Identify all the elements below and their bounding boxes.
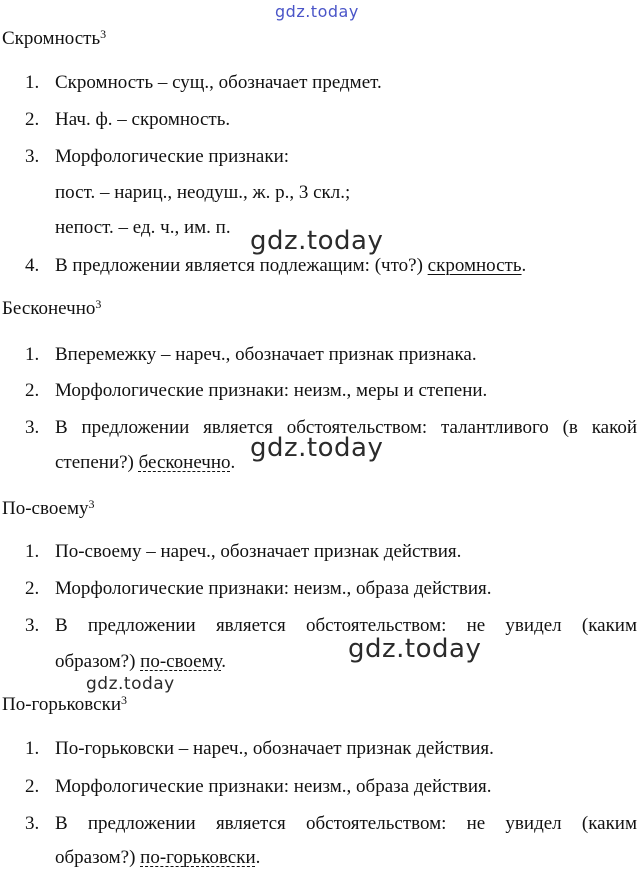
list-item (25, 72, 382, 94)
item-number: 3. (25, 146, 40, 167)
item-text: По-своему – нареч., обозначает признак действия. (55, 541, 462, 562)
item-end: . (230, 452, 236, 473)
watermark-top: gdz.today (275, 2, 359, 21)
list-item (25, 578, 491, 600)
list-item (25, 813, 637, 835)
footnote-mark: 3 (95, 297, 102, 311)
item-number: 2. (25, 578, 40, 599)
heading-beskonechno (2, 298, 101, 320)
item-number: 2. (25, 380, 40, 401)
item-text: Морфологические признаки: (55, 146, 290, 167)
item-text: Морфологические признаки: неизм., меры и степени. (55, 380, 488, 401)
list-item (25, 541, 461, 563)
heading-po-svoemu (2, 498, 95, 520)
item-text: образом?) (55, 651, 141, 672)
item-continuation (55, 651, 226, 673)
item-text: Нач. ф. – скромность. (55, 109, 231, 130)
item-end: . (521, 255, 527, 276)
heading-text: Бесконечно (2, 298, 96, 319)
list-item (25, 344, 477, 366)
watermark: gdz.today (86, 674, 175, 694)
item-number: 2. (25, 109, 40, 130)
heading-text: По-горьковски (2, 694, 121, 715)
item-number: 3. (25, 813, 40, 834)
watermark: gdz.today (250, 433, 384, 463)
list-item (25, 380, 487, 402)
heading-text: Скромность (2, 28, 101, 49)
footnote-mark: 3 (88, 497, 95, 511)
item-text: По-горьковски – нареч., обозначает признак действия. (55, 738, 494, 759)
item-text: степени?) (55, 452, 139, 473)
item-text: В предложении является подлежащим: (что?) (55, 255, 428, 276)
underlined-word: по-горьковски (140, 847, 256, 868)
item-text: Скромность – сущ., обозначает предмет. (55, 72, 382, 93)
item-subline: пост. – нариц., неодуш., ж. р., 3 скл.; (55, 182, 351, 203)
watermark: gdz.today (250, 226, 384, 256)
list-item (25, 776, 491, 798)
item-continuation (55, 847, 260, 869)
list-item (25, 615, 637, 637)
list-item (25, 146, 289, 168)
item-subline: непост. – ед. ч., им. п. (55, 217, 231, 238)
item-number: 1. (25, 344, 40, 365)
item-text: Морфологические признаки: неизм., образа действия. (55, 578, 492, 599)
heading-text: По-своему (2, 498, 89, 519)
item-number: 3. (25, 417, 40, 438)
item-text: В предложении является обстоятельством: не увидел (каким (55, 615, 637, 636)
list-item (25, 255, 526, 277)
item-number: 2. (25, 776, 40, 797)
footnote-mark: 3 (100, 27, 107, 41)
item-text: образом?) (55, 847, 141, 868)
underlined-word: бесконечно (138, 452, 231, 473)
list-item (25, 738, 494, 760)
item-continuation (55, 452, 235, 474)
item-number: 1. (25, 541, 40, 562)
item-number: 1. (25, 72, 40, 93)
list-item (25, 109, 230, 131)
item-text: В предложении является обстоятельством: талантливого (в какой (55, 417, 637, 438)
item-end: . (221, 651, 226, 672)
item-end: . (255, 847, 261, 868)
item-text: В предложении является обстоятельством: не увидел (каким (55, 813, 637, 834)
watermark: gdz.today (348, 634, 482, 664)
item-number: 3. (25, 615, 40, 636)
underlined-word: скромность (427, 255, 522, 276)
item-text: Вперемежку – нареч., обозначает признак признака. (55, 344, 477, 365)
item-text: Морфологические признаки: неизм., образа действия. (55, 776, 492, 797)
item-number: 1. (25, 738, 40, 759)
footnote-mark: 3 (121, 693, 127, 707)
item-number: 4. (25, 255, 40, 276)
underlined-word: по-своему (140, 651, 222, 672)
heading-po-gorkovski (2, 694, 127, 716)
heading-skromnost (2, 28, 106, 50)
